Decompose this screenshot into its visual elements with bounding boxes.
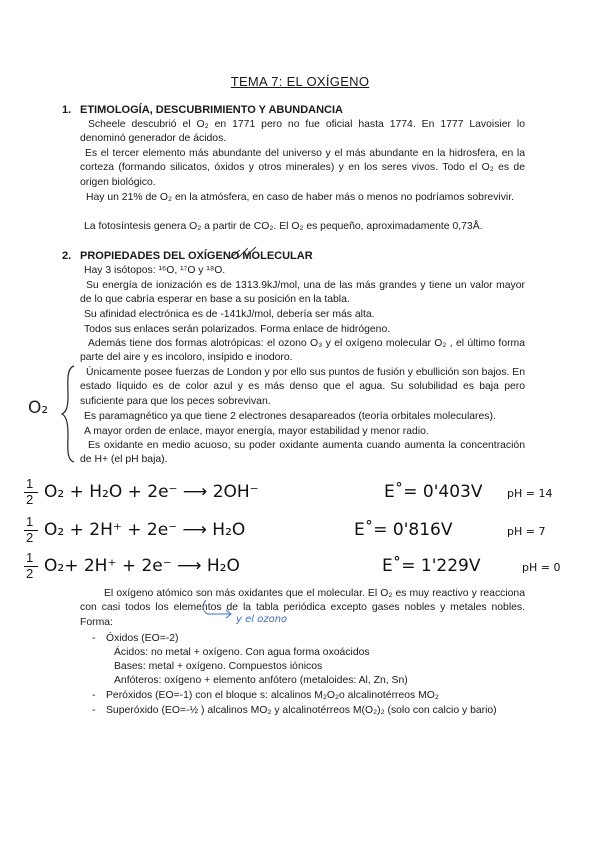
list-item: Óxidos (EO=-2) — [106, 633, 179, 644]
equation-reaction: O₂+ 2H⁺ + 2e⁻ ⟶ H₂O — [44, 556, 240, 576]
section-2-number: 2. — [62, 250, 72, 262]
list-subitem: Bases: metal + oxígeno. Compuestos iónicos — [114, 661, 323, 672]
equation-row — [24, 552, 580, 582]
bracket-paragraph: Es paramagnético ya que tiene 2 electrones desapareados (teoría orbitales moleculares). — [84, 411, 496, 422]
equation-reaction: O₂ + H₂O + 2e⁻ ⟶ 2OH⁻ — [44, 482, 259, 502]
bracket-paragraph: Es oxidante en medio acuoso, su poder oxidante aumenta cuando aumenta la concentración de H+ (el pH baja). — [80, 440, 525, 466]
section-3-intro: El oxígeno atómico son más oxidantes que el molecular. El O₂ es muy reactivo y reacciona con casi todos los elementos de la tabla periódica excepto gases nobles y metales nobles. Forma: — [80, 588, 525, 628]
equation-potential: E˚= 0'816V — [354, 520, 453, 540]
list-item: Peróxidos (EO=-1) con el bloque s: alcalinos M₂O₂o alcalinotérreos MO₂ — [106, 690, 439, 701]
equation-ph: pH = 7 — [507, 525, 546, 538]
section-2-paragraph: Todos sus enlaces serán polarizados. Forma enlace de hidrógeno. — [84, 324, 391, 335]
list-bullet: - — [92, 705, 96, 716]
equation-ph: pH = 0 — [522, 561, 561, 574]
list-subitem: Ácidos: no metal + oxígeno. Con agua forma oxoácidos — [114, 647, 370, 658]
equation-potential: E˚= 1'229V — [382, 556, 481, 576]
equation-potential: E˚= 0'403V — [384, 482, 483, 502]
fraction-one-half: $\frac{1}{2}$ — [24, 478, 38, 508]
page-title: TEMA 7: EL OXÍGENO — [230, 74, 370, 89]
section-1-paragraph: Hay un 21% de O₂ en la atmósfera, en caso de haber más o menos no podríamos sobrevivir. — [86, 192, 514, 203]
section-1-paragraph: Scheele descubrió el O₂ en 1771 pero no fue oficial hasta 1774. En 1777 Lavoisier lo denominó generador de ácidos. — [80, 119, 525, 145]
equation-row — [24, 478, 580, 508]
list-bullet: - — [92, 633, 96, 644]
equation-reaction: O₂ + 2H⁺ + 2e⁻ ⟶ H₂O — [44, 520, 246, 540]
bracket-label: O₂ — [28, 398, 49, 418]
curly-bracket-icon — [60, 364, 78, 464]
strikethrough-scribble-icon — [228, 244, 268, 262]
section-2-heading: PROPIEDADES DEL OXÍGENO MOLECULAR — [80, 250, 313, 262]
section-2-paragraph: Su afinidad electrónica es de -141kJ/mol, debería ser más alta. — [84, 309, 375, 320]
section-1-number: 1. — [62, 104, 72, 116]
section-1-paragraph: La fotosíntesis genera O₂ a partir de CO₂. El O₂ es pequeño, aproximadamente 0,73Å. — [84, 221, 483, 232]
list-bullet: - — [92, 690, 96, 701]
list-item: Superóxido (EO=-½ ) alcalinos MO₂ y alcalinotérreos M(O₂)₂ (solo con calcio y bario) — [106, 705, 497, 716]
handwritten-arrow-icon — [200, 596, 240, 622]
handwritten-note: y el ozono — [236, 614, 288, 625]
equation-row — [24, 516, 580, 546]
fraction-one-half: $\frac{1}{2}$ — [24, 516, 38, 546]
isotopes-line: Hay 3 isótopos: ¹⁶O, ¹⁷O y ¹⁸O. — [84, 265, 226, 276]
section-1-paragraph: Es el tercer elemento más abundante del universo y el más abundante en la hidrosfera, en la corteza (formando silicatos, óxidos y otros minerales) y en los seres vivos. Todo el O₂ es de origen biológico. — [80, 148, 525, 188]
section-2-paragraph: Además tiene dos formas alotrópicas: el ozono O₃ y el oxígeno molecular O₂ , el último forma parte del aire y es incoloro, insípido e inodoro. — [80, 338, 525, 364]
section-2-paragraph: Su energía de ionización es de 1313.9kJ/mol, una de las más grandes y tiene un valor mayor de lo que cabría esperar en base a su posición en la tabla. — [80, 280, 525, 306]
list-subitem: Anfóteros: oxígeno + elemento anfótero (metaloides: Al, Zn, Sn) — [114, 675, 408, 686]
equation-ph: pH = 14 — [507, 487, 553, 500]
bracket-paragraph: A mayor orden de enlace, mayor energía, mayor estabilidad y menor radio. — [84, 426, 429, 437]
section-1-heading: ETIMOLOGÍA, DESCUBRIMIENTO Y ABUNDANCIA — [80, 104, 343, 116]
bracket-paragraph: Únicamente posee fuerzas de London y por ello sus puntos de fusión y ebullición son bajos. En estado líquido es de color azul y es más denso que el agua. Su solubilidad es baja pero suficiente para que los peces sobrevivan. — [80, 367, 525, 407]
fraction-one-half: $\frac{1}{2}$ — [24, 552, 38, 582]
